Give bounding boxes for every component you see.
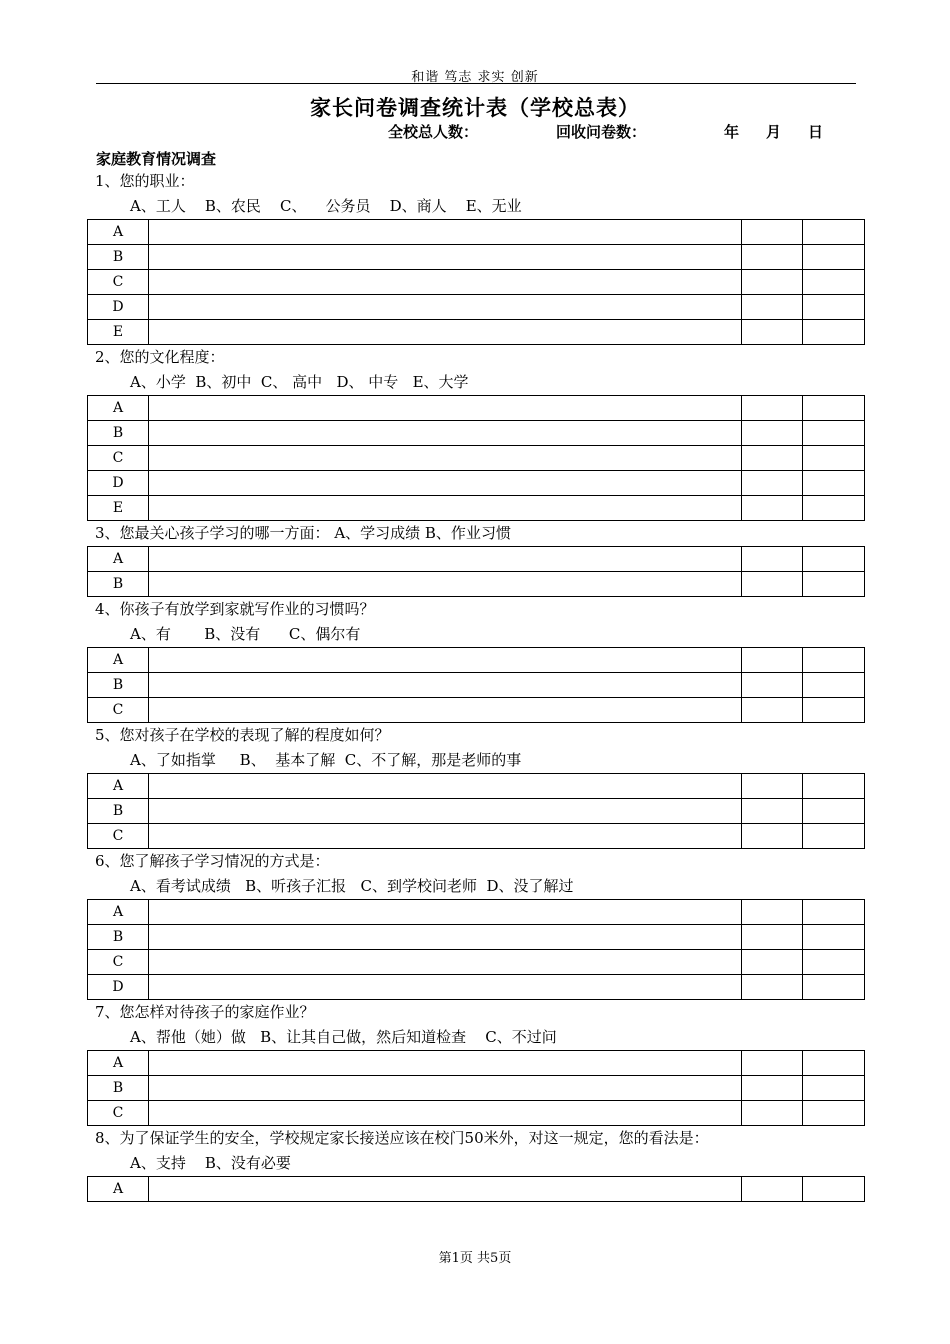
tally-entry-cell[interactable] bbox=[149, 900, 742, 925]
count-cell[interactable] bbox=[742, 295, 803, 320]
count-cell[interactable] bbox=[742, 1076, 803, 1101]
question-text: 7、您怎样对待孩子的家庭作业？ bbox=[95, 1003, 315, 1021]
question-options: A、了如指掌 B、 基本了解 C、不了解，那是老师的事 bbox=[130, 751, 522, 769]
table-row bbox=[88, 774, 865, 799]
question-text: 4、你孩子有放学到家就写作业的习惯吗？ bbox=[95, 600, 375, 618]
tally-entry-cell[interactable] bbox=[149, 547, 742, 572]
percent-cell[interactable] bbox=[803, 698, 865, 723]
section-heading: 家庭教育情况调查 bbox=[96, 150, 217, 168]
tally-table bbox=[87, 899, 865, 1000]
tally-entry-cell[interactable] bbox=[149, 1076, 742, 1101]
tally-entry-cell[interactable] bbox=[149, 572, 742, 597]
option-label-cell: C bbox=[88, 824, 149, 849]
table-row bbox=[88, 799, 865, 824]
option-label-cell: A bbox=[88, 396, 149, 421]
tally-entry-cell[interactable] bbox=[149, 925, 742, 950]
count-cell[interactable] bbox=[742, 245, 803, 270]
year-label: 年 bbox=[724, 123, 740, 141]
count-cell[interactable] bbox=[742, 673, 803, 698]
page-number: 第1页 共5页 bbox=[438, 1251, 512, 1266]
tally-table bbox=[87, 219, 865, 345]
count-cell[interactable] bbox=[742, 774, 803, 799]
tally-entry-cell[interactable] bbox=[149, 1051, 742, 1076]
percent-cell[interactable] bbox=[803, 547, 865, 572]
option-label-cell: C bbox=[88, 1101, 149, 1126]
count-cell[interactable] bbox=[742, 824, 803, 849]
table-row bbox=[88, 950, 865, 975]
table-row bbox=[88, 270, 865, 295]
table-row bbox=[88, 900, 865, 925]
question-block bbox=[0, 345, 950, 521]
option-label-cell: B bbox=[88, 572, 149, 597]
percent-cell[interactable] bbox=[803, 774, 865, 799]
tally-entry-cell[interactable] bbox=[149, 799, 742, 824]
question-block bbox=[0, 849, 950, 1000]
table-row bbox=[88, 446, 865, 471]
tally-entry-cell[interactable] bbox=[149, 220, 742, 245]
count-cell[interactable] bbox=[742, 648, 803, 673]
percent-cell[interactable] bbox=[803, 900, 865, 925]
tally-entry-cell[interactable] bbox=[149, 270, 742, 295]
percent-cell[interactable] bbox=[803, 396, 865, 421]
question-block bbox=[0, 1000, 950, 1126]
tally-entry-cell[interactable] bbox=[149, 471, 742, 496]
table-row bbox=[88, 220, 865, 245]
tally-entry-cell[interactable] bbox=[149, 648, 742, 673]
question-options: A、小学 B、初中 C、 高中 D、 中专 E、大学 bbox=[130, 373, 469, 391]
tally-entry-cell[interactable] bbox=[149, 421, 742, 446]
table-row bbox=[88, 396, 865, 421]
question-options: A、支持 B、没有必要 bbox=[130, 1154, 291, 1172]
question-text: 6、您了解孩子学习情况的方式是： bbox=[95, 852, 330, 870]
header-motto: 和谐 笃志 求实 创新 bbox=[411, 70, 539, 85]
option-label-cell: A bbox=[88, 900, 149, 925]
question-block bbox=[0, 597, 950, 723]
question-options: A、有 B、没有 C、偶尔有 bbox=[130, 625, 361, 643]
survey-meta-line bbox=[0, 121, 950, 143]
count-cell[interactable] bbox=[742, 220, 803, 245]
option-label-cell: D bbox=[88, 975, 149, 1000]
option-label-cell: A bbox=[88, 774, 149, 799]
table-row bbox=[88, 1177, 865, 1202]
percent-cell[interactable] bbox=[803, 975, 865, 1000]
percent-cell[interactable] bbox=[803, 320, 865, 345]
question-block bbox=[0, 521, 950, 597]
count-cell[interactable] bbox=[742, 421, 803, 446]
percent-cell[interactable] bbox=[803, 421, 865, 446]
option-label-cell: C bbox=[88, 950, 149, 975]
tally-entry-cell[interactable] bbox=[149, 698, 742, 723]
question-block bbox=[0, 1126, 950, 1202]
tally-entry-cell[interactable] bbox=[149, 1177, 742, 1202]
count-cell[interactable] bbox=[742, 446, 803, 471]
option-label-cell: A bbox=[88, 648, 149, 673]
tally-table bbox=[87, 773, 865, 849]
count-cell[interactable] bbox=[742, 396, 803, 421]
day-label: 日 bbox=[808, 123, 824, 141]
percent-cell[interactable] bbox=[803, 824, 865, 849]
option-label-cell: D bbox=[88, 295, 149, 320]
option-label-cell: E bbox=[88, 496, 149, 521]
tally-entry-cell[interactable] bbox=[149, 446, 742, 471]
question-options: A、看考试成绩 B、听孩子汇报 C、到学校问老师 D、没了解过 bbox=[130, 877, 574, 895]
tally-entry-cell[interactable] bbox=[149, 320, 742, 345]
tally-table bbox=[87, 1050, 865, 1126]
table-row bbox=[88, 1101, 865, 1126]
option-label-cell: C bbox=[88, 446, 149, 471]
tally-entry-cell[interactable] bbox=[149, 245, 742, 270]
count-cell[interactable] bbox=[742, 925, 803, 950]
percent-cell[interactable] bbox=[803, 572, 865, 597]
count-cell[interactable] bbox=[742, 572, 803, 597]
question-options: A、帮他（她）做 B、让其自己做，然后知道检查 C、不过问 bbox=[130, 1028, 557, 1046]
count-cell[interactable] bbox=[742, 547, 803, 572]
percent-cell[interactable] bbox=[803, 295, 865, 320]
count-cell[interactable] bbox=[742, 471, 803, 496]
percent-cell[interactable] bbox=[803, 648, 865, 673]
percent-cell[interactable] bbox=[803, 673, 865, 698]
tally-table bbox=[87, 1176, 865, 1202]
question-text: 5、您对孩子在学校的表现了解的程度如何？ bbox=[95, 726, 390, 744]
table-row bbox=[88, 295, 865, 320]
question-text: 3、您最关心孩子学习的哪一方面： A、学习成绩 B、作业习惯 bbox=[95, 524, 511, 542]
percent-cell[interactable] bbox=[803, 1051, 865, 1076]
count-cell[interactable] bbox=[742, 1177, 803, 1202]
tally-entry-cell[interactable] bbox=[149, 673, 742, 698]
table-row bbox=[88, 824, 865, 849]
questions-container bbox=[0, 169, 950, 1202]
option-label-cell: D bbox=[88, 471, 149, 496]
tally-entry-cell[interactable] bbox=[149, 1101, 742, 1126]
tally-table bbox=[87, 546, 865, 597]
option-label-cell: A bbox=[88, 1051, 149, 1076]
table-row bbox=[88, 245, 865, 270]
table-row bbox=[88, 421, 865, 446]
tally-entry-cell[interactable] bbox=[149, 295, 742, 320]
tally-table bbox=[87, 395, 865, 521]
count-cell[interactable] bbox=[742, 950, 803, 975]
option-label-cell: A bbox=[88, 1177, 149, 1202]
percent-cell[interactable] bbox=[803, 925, 865, 950]
option-label-cell: B bbox=[88, 245, 149, 270]
tally-table bbox=[87, 647, 865, 723]
tally-entry-cell[interactable] bbox=[149, 975, 742, 1000]
table-row bbox=[88, 673, 865, 698]
percent-cell[interactable] bbox=[803, 446, 865, 471]
tally-entry-cell[interactable] bbox=[149, 774, 742, 799]
option-label-cell: C bbox=[88, 270, 149, 295]
count-cell[interactable] bbox=[742, 496, 803, 521]
option-label-cell: B bbox=[88, 673, 149, 698]
option-label-cell: C bbox=[88, 698, 149, 723]
option-label-cell: A bbox=[88, 547, 149, 572]
table-row bbox=[88, 1076, 865, 1101]
option-label-cell: B bbox=[88, 925, 149, 950]
table-row bbox=[88, 648, 865, 673]
option-label-cell: B bbox=[88, 421, 149, 446]
tally-entry-cell[interactable] bbox=[149, 950, 742, 975]
option-label-cell: B bbox=[88, 1076, 149, 1101]
count-cell[interactable] bbox=[742, 1051, 803, 1076]
table-row bbox=[88, 320, 865, 345]
question-text: 1、您的职业： bbox=[95, 172, 195, 190]
count-cell[interactable] bbox=[742, 1101, 803, 1126]
table-row bbox=[88, 698, 865, 723]
table-row bbox=[88, 975, 865, 1000]
table-row bbox=[88, 496, 865, 521]
percent-cell[interactable] bbox=[803, 799, 865, 824]
question-block bbox=[0, 169, 950, 345]
table-row bbox=[88, 547, 865, 572]
question-text: 2、您的文化程度： bbox=[95, 348, 225, 366]
table-row bbox=[88, 471, 865, 496]
count-cell[interactable] bbox=[742, 270, 803, 295]
percent-cell[interactable] bbox=[803, 1101, 865, 1126]
count-cell[interactable] bbox=[742, 900, 803, 925]
option-label-cell: E bbox=[88, 320, 149, 345]
percent-cell[interactable] bbox=[803, 496, 865, 521]
table-row bbox=[88, 1051, 865, 1076]
question-text: 8、为了保证学生的安全，学校规定家长接送应该在校门50米外，对这一规定，您的看法是： bbox=[95, 1129, 709, 1147]
count-cell[interactable] bbox=[742, 975, 803, 1000]
percent-cell[interactable] bbox=[803, 220, 865, 245]
question-block bbox=[0, 723, 950, 849]
count-cell[interactable] bbox=[742, 698, 803, 723]
option-label-cell: A bbox=[88, 220, 149, 245]
question-options: A、工人 B、农民 C、 公务员 D、商人 E、无业 bbox=[130, 197, 522, 215]
count-cell[interactable] bbox=[742, 799, 803, 824]
percent-cell[interactable] bbox=[803, 1177, 865, 1202]
percent-cell[interactable] bbox=[803, 1076, 865, 1101]
month-label: 月 bbox=[766, 123, 782, 141]
tally-entry-cell[interactable] bbox=[149, 396, 742, 421]
tally-entry-cell[interactable] bbox=[149, 824, 742, 849]
total-count-label: 全校总人数： bbox=[388, 123, 479, 141]
percent-cell[interactable] bbox=[803, 950, 865, 975]
percent-cell[interactable] bbox=[803, 471, 865, 496]
page-title: 家长问卷调查统计表（学校总表） bbox=[310, 95, 640, 120]
returned-count-label: 回收问卷数： bbox=[556, 123, 647, 141]
count-cell[interactable] bbox=[742, 320, 803, 345]
percent-cell[interactable] bbox=[803, 270, 865, 295]
table-row bbox=[88, 925, 865, 950]
option-label-cell: B bbox=[88, 799, 149, 824]
header-divider bbox=[96, 83, 856, 84]
table-row bbox=[88, 572, 865, 597]
tally-entry-cell[interactable] bbox=[149, 496, 742, 521]
percent-cell[interactable] bbox=[803, 245, 865, 270]
